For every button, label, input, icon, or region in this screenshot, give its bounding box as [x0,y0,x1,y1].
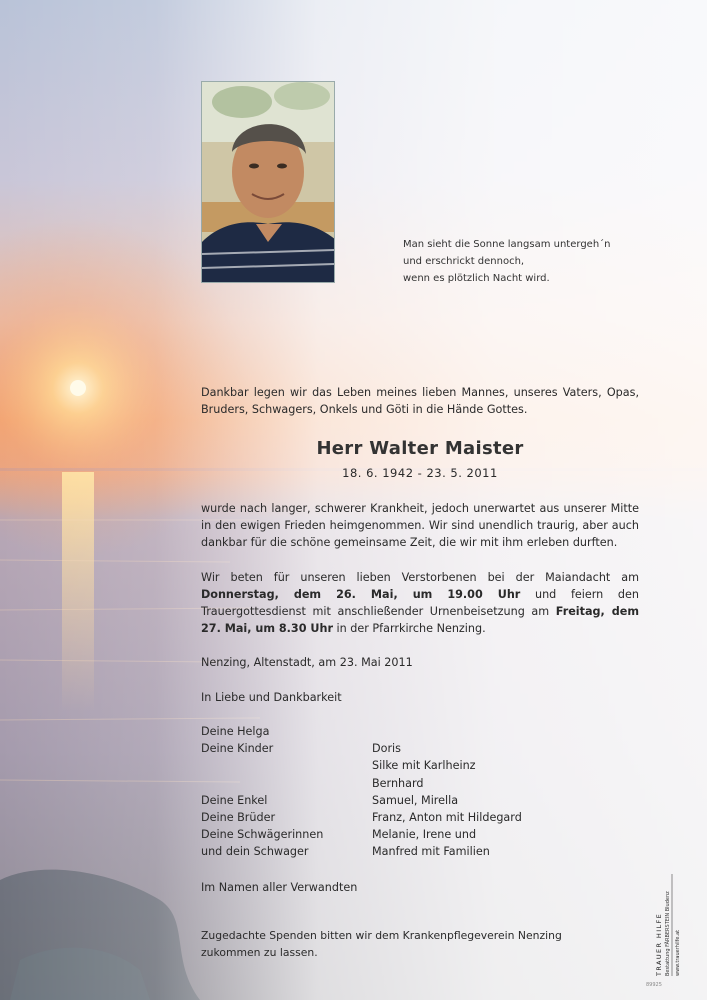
mourner-name: Doris [372,742,401,756]
portrait-image [202,82,335,283]
funeral-date: Freitag, dem 27. Mai, um 8.30 Uhr [201,605,640,635]
service-text: in der Pfarrkirche Nenzing. [336,622,486,635]
logo-title: TRAUER HILFE [655,912,663,976]
rosary-date: Donnerstag, dem 26. Mai, um 19.00 Uhr [201,588,521,601]
service-text: Wir beten für unseren lieben Verstorbenen bei der Maiandacht am [201,571,639,584]
service-paragraph [201,569,639,637]
poem-line: und erschrickt dennoch, [403,256,525,267]
mourner-name: Samuel, Mirella [372,793,459,807]
relatives-line: Im Namen aller Verwandten [201,881,358,894]
logo-company: Bestattung FÄRBERSTEIN Bludenz [665,891,671,976]
life-dates: 18. 6. 1942 - 23. 5. 2011 [342,466,498,480]
mourner-name: Bernhard [372,776,424,790]
document-code: 89925 [646,982,662,988]
place-date: Nenzing, Altenstadt, am 23. Mai 2011 [201,656,413,669]
portrait-photo [201,81,335,283]
donation-note [201,927,639,961]
logo-website: www.trauerhilfe.at [675,929,681,976]
relation-label [201,775,323,792]
mourners-names [372,723,522,861]
poem-line: Man sieht die Sonne langsam untergeh´n [403,239,611,250]
relation-label: und dein Schwager [201,845,309,859]
mourner-name: Franz, Anton mit Hildegard [372,811,522,825]
funeral-home-logo [648,870,688,980]
passing-paragraph: wurde nach langer, schwerer Krankheit, jedoch unerwartet aus unserer Mitte in den ewigen Frieden heimgenommen. Wir sind unendlich traurig, aber auch dankbar für die schöne gemeinsame Zeit, die wir mit ihm erleben durften. [201,502,639,549]
mourner-name: Silke mit Karlheinz [372,759,476,773]
mourner-name: Manfred mit Familien [372,845,490,859]
relation-label: Deine Brüder [201,811,276,825]
service-text: und feiern den Trauergottesdienst mit anschließender Urnenbeisetzung am [201,588,639,618]
relation-label: Deine Schwägerinnen [201,828,324,842]
poem-verse [403,236,611,287]
mourner-name: Melanie, Irene und [372,828,477,842]
closing-line: In Liebe und Dankbarkeit [201,691,342,704]
mourners-relations [201,723,323,861]
relation-label: Deine Enkel [201,793,268,807]
mourner-name [372,723,522,740]
relation-label: Deine Kinder [201,742,274,756]
relation-label [201,757,323,774]
poem-line: wenn es plötzlich Nacht wird. [403,273,550,284]
donation-line: Zugedachte Spenden bitten wir dem Krankenpflegeverein Nenzing [201,929,562,942]
relation-label: Deine Helga [201,725,270,738]
donation-line: zukommen zu lassen. [201,946,318,959]
intro-paragraph: Dankbar legen wir das Leben meines lieben Mannes, unseres Vaters, Opas, Bruders, Schwagers, Onkels und Göti in die Hände Gottes. [201,386,639,416]
deceased-name: Herr Walter Maister [316,438,524,459]
